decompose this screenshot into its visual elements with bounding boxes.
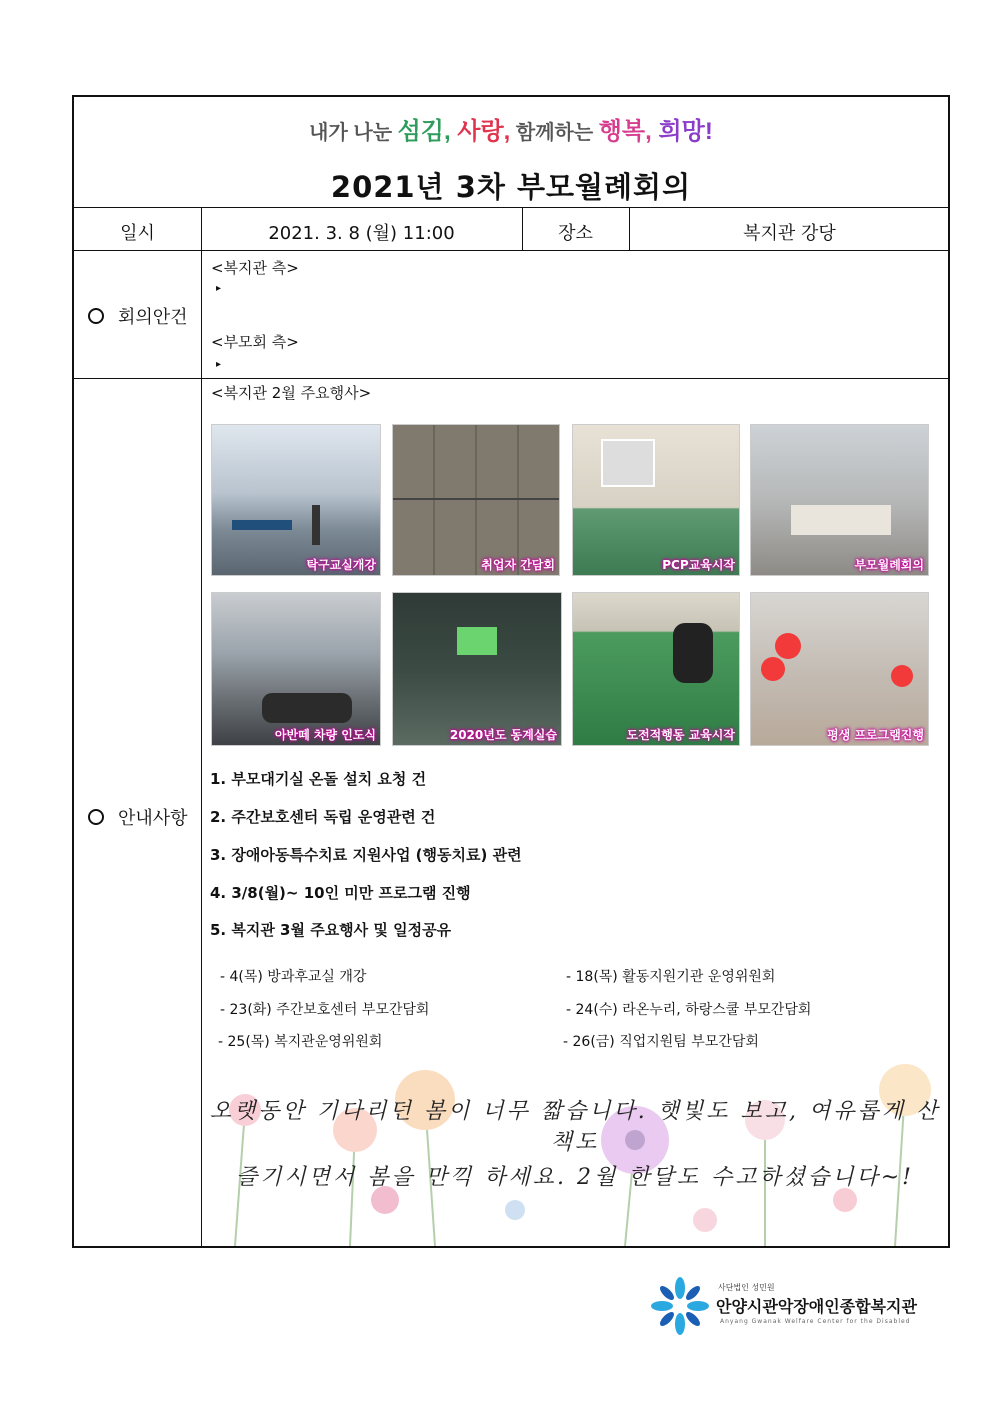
heart-icon (891, 665, 913, 687)
slogan-part: 섬김, (397, 118, 451, 145)
heart-icon (775, 633, 801, 659)
row-divider (74, 250, 948, 251)
column-divider (201, 207, 202, 1248)
event-photo (750, 592, 929, 746)
notice-item: 3. 장애아동특수치료 지원사업 (행동치료) 관련 (210, 846, 522, 864)
photo-caption: 탁구교실개강 (306, 558, 376, 572)
event-photo (211, 592, 381, 746)
event-photo (572, 424, 740, 576)
events-heading: <복지관 2월 주요행사> (211, 384, 372, 402)
slogan (74, 111, 948, 146)
photo-caption: 아반떼 차량 인도식 (274, 728, 376, 742)
schedule-item: - 25(목) 복지관운영위원회 (218, 1034, 383, 1050)
circle-icon (88, 308, 104, 324)
bullet-icon: ▸ (216, 283, 222, 294)
welfare-side-heading: <복지관 측> (211, 259, 299, 277)
closing-message: 즐기시면서 봄을 만끽 하세요. 2월 한달도 수고하셨습니다~! (235, 1165, 915, 1190)
notice-item: 4. 3/8(월)~ 10인 미만 프로그램 진행 (210, 884, 471, 902)
heart-icon (761, 657, 785, 681)
notices-label: 안내사항 (88, 804, 188, 830)
logo-mark-icon (650, 1276, 710, 1336)
photo-caption: 도전적행동 교육시작 (626, 728, 735, 742)
date-value: 2021. 3. 8 (월) 11:00 (268, 223, 455, 244)
notice-item: 2. 주간보호센터 독립 운영관련 건 (210, 808, 436, 826)
logo-name: 안양시관악장애인종합복지관 (716, 1297, 917, 1316)
schedule-item: - 23(화) 주간보호센터 부모간담회 (220, 1002, 430, 1018)
photo-caption: 취업자 간담회 (481, 558, 555, 572)
notice-item: 1. 부모대기실 온돌 설치 요청 건 (210, 770, 427, 788)
slogan-part: 희망! (651, 118, 713, 145)
slogan-part: 내가 나눈 (309, 122, 398, 144)
parents-side-heading: <부모회 측> (211, 333, 299, 351)
schedule-item: - 18(목) 활동지원기관 운영위원회 (566, 969, 776, 985)
photo-caption: 2020년도 동계실습 (449, 728, 557, 742)
organization-logo (650, 1276, 920, 1336)
event-photo (211, 424, 381, 576)
photo-caption: 평생 프로그램진행 (827, 728, 924, 742)
schedule-item: - 26(금) 직업지원팀 부모간담회 (563, 1034, 759, 1050)
photo-caption: PCP교육시작 (662, 558, 735, 572)
event-photo (392, 592, 562, 746)
notice-item: 5. 복지관 3월 주요행사 및 일정공유 (210, 921, 452, 939)
place-value: 복지관 강당 (743, 223, 836, 244)
slogan-part: 함께하는 (510, 122, 599, 144)
schedule-item: - 24(수) 라온누리, 하랑스쿨 부모간담회 (566, 1002, 812, 1018)
closing-message: 오랫동안 기다리던 봄이 너무 짧습니다. 햇빛도 보고, 여유롭게 산책도 (209, 1099, 941, 1155)
circle-icon (88, 809, 104, 825)
document-title: 2021년 3차 부모월례회의 (330, 170, 692, 204)
slogan-part: 행복, (598, 118, 652, 145)
event-photo (572, 592, 740, 746)
bullet-icon: ▸ (216, 359, 222, 370)
agenda-label: 회의안건 (88, 303, 188, 329)
slogan-part: 사랑, (450, 118, 511, 145)
logo-subtitle: 사단법인 성민원 (718, 1283, 775, 1292)
row-divider (74, 207, 948, 208)
event-photo (750, 424, 929, 576)
schedule-item: - 4(목) 방과후교실 개강 (220, 969, 367, 985)
place-label: 장소 (558, 223, 593, 244)
logo-english-name: Anyang Gwanak Welfare Center for the Disabled (720, 1318, 911, 1325)
event-photo (392, 424, 560, 576)
date-label: 일시 (120, 223, 155, 244)
photo-caption: 부모월례회의 (854, 558, 924, 572)
row-divider (74, 378, 948, 379)
